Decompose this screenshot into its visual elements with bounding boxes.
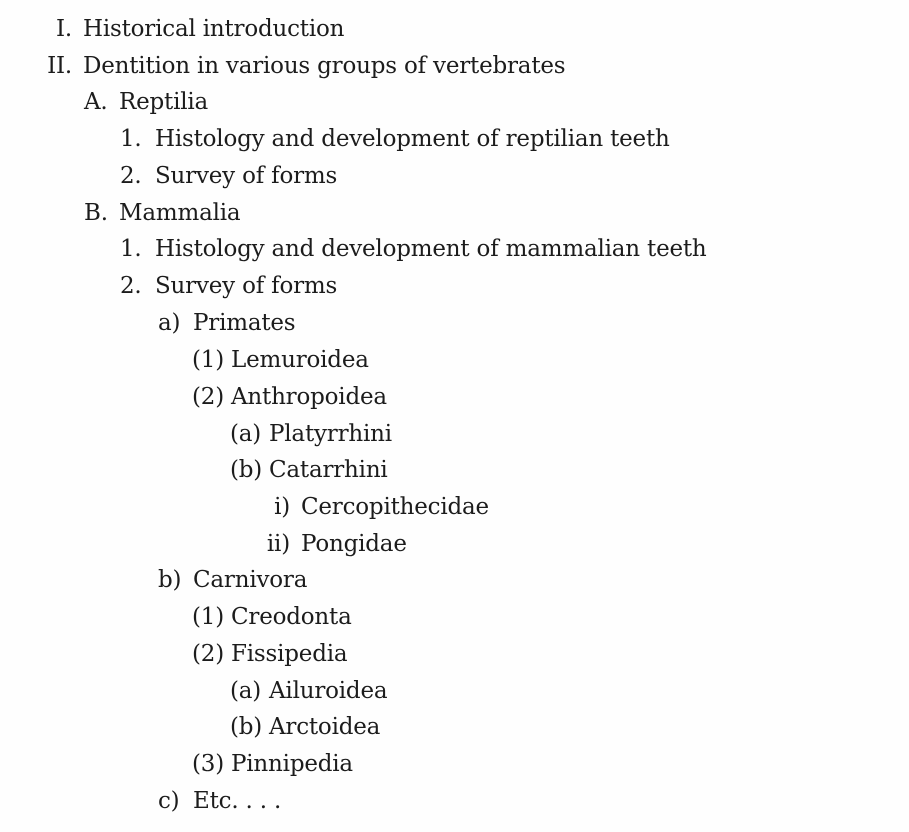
outline-marker: 2. <box>120 273 142 299</box>
outline-text: Pongidae <box>301 531 407 557</box>
outline-text: Anthropoidea <box>231 384 387 410</box>
outline-text: Mammalia <box>119 200 241 226</box>
outline-item <box>192 599 352 635</box>
outline-item <box>192 342 369 378</box>
outline-marker: 1. <box>120 236 142 262</box>
outline-marker: c) <box>158 788 180 814</box>
outline-text: Creodonta <box>231 604 352 630</box>
outline-text: Survey of forms <box>155 273 338 299</box>
outline-text: Dentition in various groups of vertebrates <box>83 53 566 79</box>
outline-marker: II. <box>47 53 72 79</box>
outline-text: Survey of forms <box>155 163 338 189</box>
outline-item <box>46 48 565 84</box>
outline-marker: (2) <box>192 384 224 410</box>
outline-text: Historical introduction <box>83 16 345 42</box>
outline-marker: B. <box>84 200 108 226</box>
outline-marker: (a) <box>230 678 262 704</box>
outline-item <box>158 562 307 598</box>
outline-item <box>46 11 344 47</box>
outline-text: Fissipedia <box>231 641 348 667</box>
outline-item <box>192 379 387 415</box>
outline-marker: 2. <box>120 163 142 189</box>
outline-item <box>158 305 295 341</box>
outline-text: Carnivora <box>193 567 308 593</box>
outline-marker: b) <box>158 567 182 593</box>
outline-text: Cercopithecidae <box>301 494 489 520</box>
outline-item <box>120 121 670 157</box>
outline-item <box>120 158 337 194</box>
outline-text: Pinnipedia <box>231 751 353 777</box>
outline-marker: A. <box>84 89 108 115</box>
outline-marker: a) <box>158 310 181 336</box>
outline-item <box>84 84 208 120</box>
outline-marker: (3) <box>192 751 224 777</box>
outline-marker: (1) <box>192 347 224 373</box>
outline-text: Reptilia <box>119 89 209 115</box>
outline-marker: (b) <box>230 714 263 740</box>
outline-item <box>192 746 353 782</box>
outline-marker: (a) <box>230 421 262 447</box>
outline-marker: i) <box>274 494 290 520</box>
outline-marker: 1. <box>120 126 142 152</box>
outline-text: Catarrhini <box>269 457 388 483</box>
outline-item <box>230 673 387 709</box>
outline-text: Etc. . . . <box>193 788 282 814</box>
outline-item <box>262 489 489 525</box>
outline-marker: ii) <box>266 531 290 557</box>
outline-text: Ailuroidea <box>269 678 388 704</box>
outline-marker: (1) <box>192 604 224 630</box>
outline-item <box>192 636 347 672</box>
outline-item <box>230 416 392 452</box>
outline-item <box>120 268 337 304</box>
outline-text: Lemuroidea <box>231 347 369 373</box>
outline-item <box>84 195 240 231</box>
outline-item <box>230 452 388 488</box>
outline-text: Platyrrhini <box>269 421 392 447</box>
outline-item <box>262 526 407 562</box>
outline-item <box>120 231 707 267</box>
outline-item <box>158 783 281 819</box>
outline-text: Histology and development of mammalian teeth <box>155 236 707 262</box>
outline-text: Primates <box>193 310 296 336</box>
outline-marker: (b) <box>230 457 263 483</box>
outline-text: Histology and development of reptilian teeth <box>155 126 670 152</box>
outline-text: Arctoidea <box>269 714 381 740</box>
outline-marker: I. <box>56 16 72 42</box>
outline-marker: (2) <box>192 641 224 667</box>
outline-item <box>230 709 380 745</box>
